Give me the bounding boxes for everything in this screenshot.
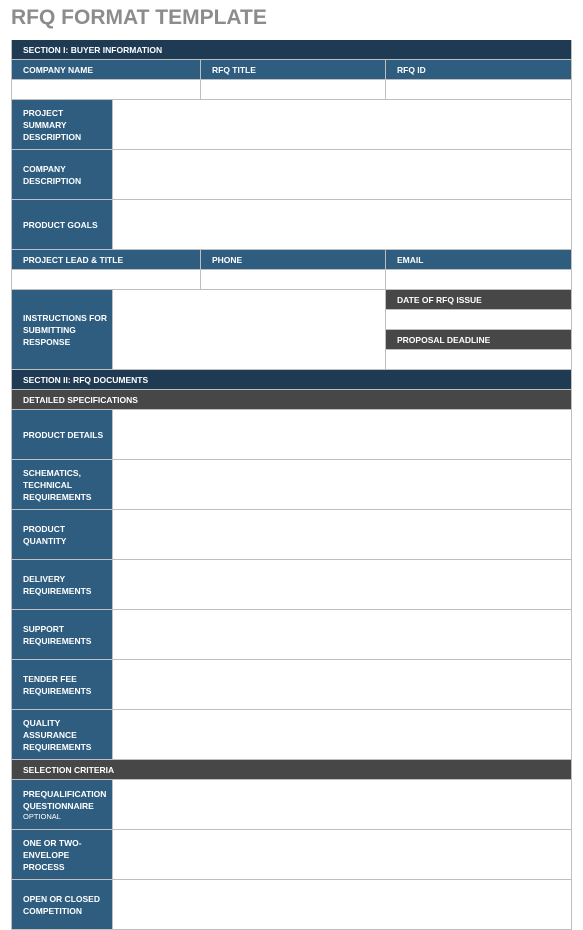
rfq-id-label: RFQ ID	[386, 60, 572, 80]
selection-criteria-header: SELECTION CRITERIA	[11, 760, 572, 780]
company-name-field[interactable]	[11, 80, 201, 100]
company-name-label: COMPANY NAME	[11, 60, 201, 80]
prequalification-field[interactable]	[113, 780, 572, 830]
schematics-field[interactable]	[113, 460, 572, 510]
company-description-label: COMPANY DESCRIPTION	[11, 150, 113, 200]
instructions-label: INSTRUCTIONS FOR SUBMITTING RESPONSE	[11, 290, 113, 370]
date-of-issue-label: DATE OF RFQ ISSUE	[386, 290, 572, 310]
rfq-title-field[interactable]	[201, 80, 386, 100]
detailed-specs-header: DETAILED SPECIFICATIONS	[11, 390, 572, 410]
product-details-field[interactable]	[113, 410, 572, 460]
company-description-field[interactable]	[113, 150, 572, 200]
delivery-field[interactable]	[113, 560, 572, 610]
rfq-id-field[interactable]	[386, 80, 572, 100]
tender-fee-label: TENDER FEE REQUIREMENTS	[11, 660, 113, 710]
product-details-label: PRODUCT DETAILS	[11, 410, 113, 460]
open-closed-label: OPEN OR CLOSED COMPETITION	[11, 880, 113, 930]
product-goals-label: PRODUCT GOALS	[11, 200, 113, 250]
project-summary-field[interactable]	[113, 100, 572, 150]
product-quantity-field[interactable]	[113, 510, 572, 560]
quality-field[interactable]	[113, 710, 572, 760]
schematics-label: SCHEMATICS, TECHNICAL REQUIREMENTS	[11, 460, 113, 510]
product-goals-field[interactable]	[113, 200, 572, 250]
phone-label: PHONE	[201, 250, 386, 270]
product-quantity-label: PRODUCT QUANTITY	[11, 510, 113, 560]
instructions-field[interactable]	[113, 290, 386, 370]
proposal-deadline-field[interactable]	[386, 350, 572, 370]
phone-field[interactable]	[201, 270, 386, 290]
email-label: EMAIL	[386, 250, 572, 270]
prequalification-label: PREQUALIFICATION QUESTIONNAIRE OPTIONAL	[11, 780, 113, 830]
optional-note: OPTIONAL	[23, 811, 61, 821]
project-lead-field[interactable]	[11, 270, 201, 290]
proposal-deadline-label: PROPOSAL DEADLINE	[386, 330, 572, 350]
rfq-title-label: RFQ TITLE	[201, 60, 386, 80]
section1-header: SECTION I: BUYER INFORMATION	[11, 40, 572, 60]
email-field[interactable]	[386, 270, 572, 290]
envelope-process-label: ONE OR TWO-ENVELOPE PROCESS	[11, 830, 113, 880]
support-label: SUPPORT REQUIREMENTS	[11, 610, 113, 660]
dates-column	[386, 290, 572, 370]
tender-fee-field[interactable]	[113, 660, 572, 710]
page-title: RFQ FORMAT TEMPLATE	[11, 6, 267, 29]
project-lead-label: PROJECT LEAD & TITLE	[11, 250, 201, 270]
support-field[interactable]	[113, 610, 572, 660]
envelope-process-field[interactable]	[113, 830, 572, 880]
project-summary-label: PROJECT SUMMARY DESCRIPTION	[11, 100, 113, 150]
delivery-label: DELIVERY REQUIREMENTS	[11, 560, 113, 610]
date-of-issue-field[interactable]	[386, 310, 572, 330]
open-closed-field[interactable]	[113, 880, 572, 930]
rfq-form	[11, 40, 572, 930]
section2-header: SECTION II: RFQ DOCUMENTS	[11, 370, 572, 390]
quality-label: QUALITY ASSURANCE REQUIREMENTS	[11, 710, 113, 760]
